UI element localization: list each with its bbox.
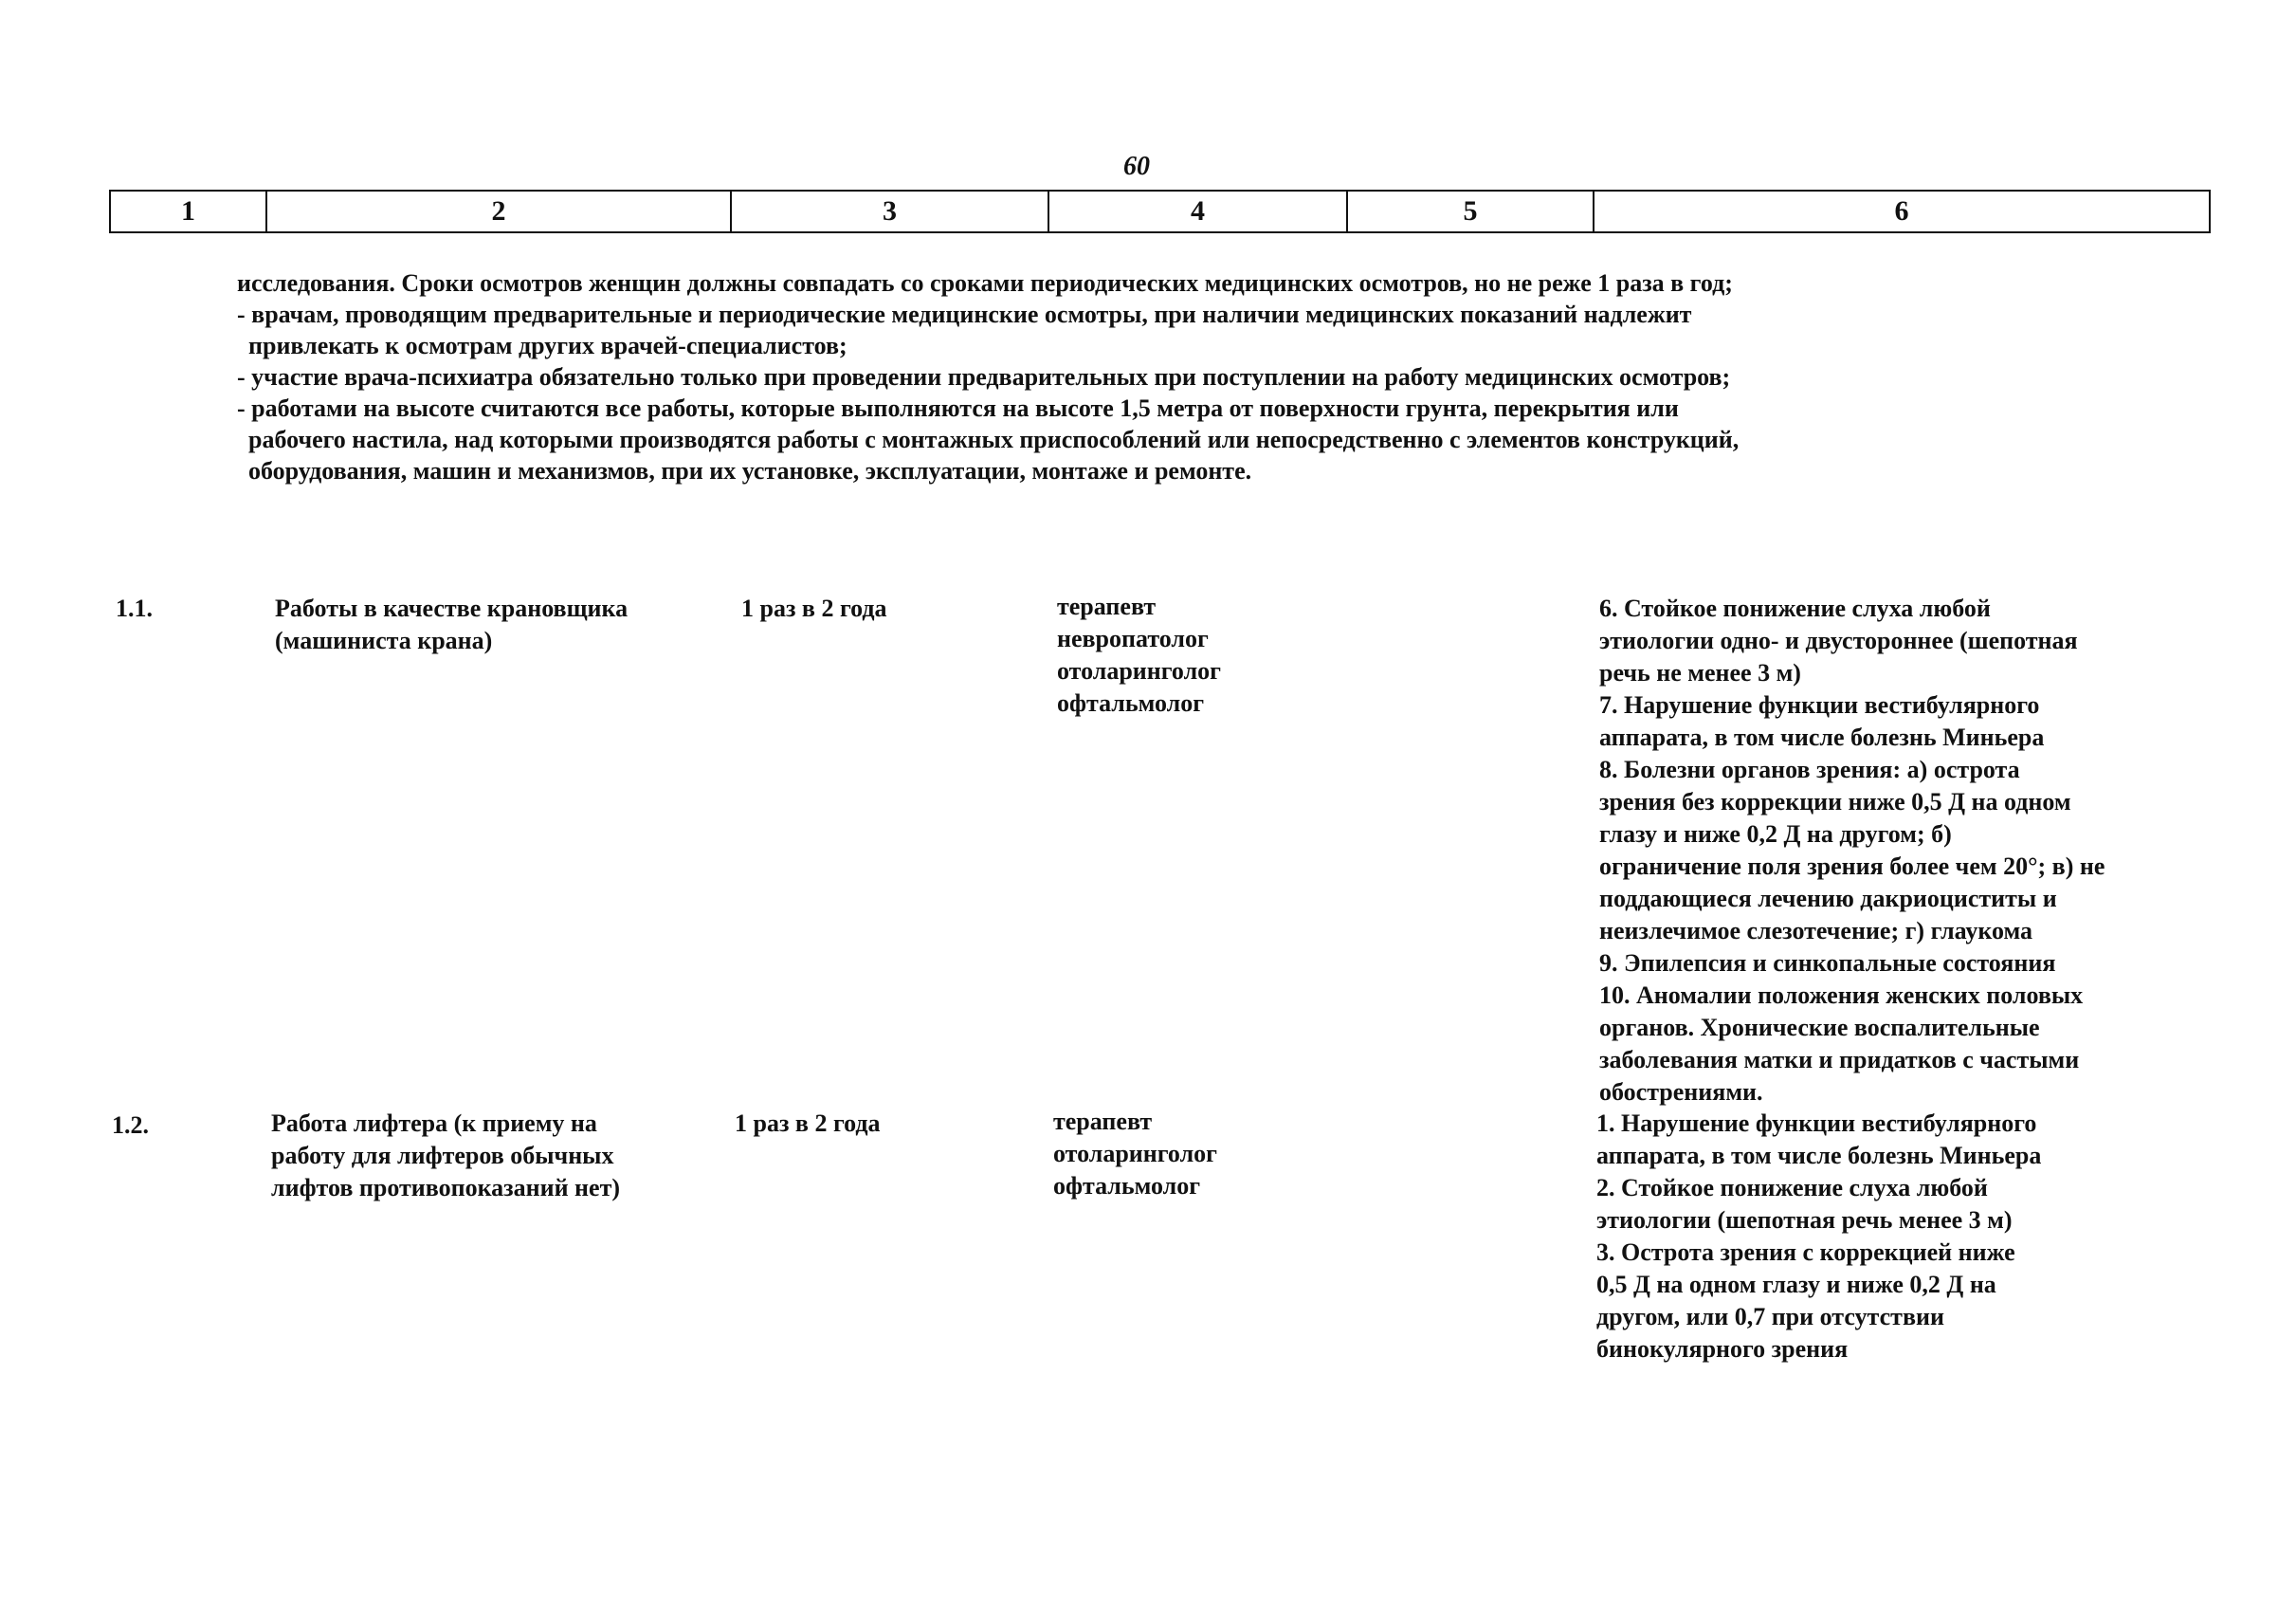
work-description (271, 1108, 620, 1204)
contraindication-line: бинокулярного зрения (1596, 1335, 1849, 1363)
column-header-6: 6 (1594, 191, 2210, 232)
intro-paragraph (237, 267, 2123, 486)
doctor: отоларинголог (1057, 657, 1221, 685)
row-number: 1.1. (116, 595, 153, 622)
contraindication-line: аппарата, в том числе болезнь Миньера (1596, 1142, 2042, 1169)
column-header-3: 3 (731, 191, 1048, 232)
contraindication-line: неизлечимое слезотечение; г) глаукома (1599, 917, 2033, 944)
contraindication-line: заболевания матки и придатков с частыми (1599, 1046, 2080, 1073)
contraindication-line: аппарата, в том числе болезнь Миньера (1599, 724, 2045, 751)
doctor: терапевт (1057, 593, 1157, 620)
intro-line: привлекать к осмотрам других врачей-специалистов; (248, 332, 847, 359)
intro-line: исследования. Сроки осмотров женщин должны совпадать со сроками периодических медицинских осмотров, но не реже 1 раза в год; (237, 269, 1733, 297)
contraindication-line: ограничение поля зрения более чем 20°; в) не (1599, 852, 2105, 880)
contraindication-line: 2. Стойкое понижение слуха любой (1596, 1174, 1988, 1201)
page-number: 60 (1123, 152, 1150, 181)
row-number: 1.2. (112, 1111, 149, 1139)
work-line: лифтов противопоказаний нет) (271, 1174, 620, 1201)
doctor: отоларинголог (1053, 1140, 1217, 1167)
column-header-row (109, 190, 2211, 233)
contraindication-line: органов. Хронические воспалительные (1599, 1014, 2040, 1041)
work-line: работу для лифтеров обычных (271, 1142, 614, 1169)
intro-bullet: - врачам, проводящим предварительные и периодические медицинские осмотры, при наличии медицинских показаний надлежит (237, 301, 1692, 328)
doctor: терапевт (1053, 1108, 1153, 1135)
contraindications-list (1599, 593, 2105, 1109)
contraindication-line: 8. Болезни органов зрения: а) острота (1599, 756, 2020, 783)
column-header-5: 5 (1347, 191, 1594, 232)
doctor: офтальмолог (1057, 689, 1205, 717)
column-header-2: 2 (266, 191, 731, 232)
contraindication-line: 6. Стойкое понижение слуха любой (1599, 595, 1991, 622)
doctors-list (1053, 1106, 1217, 1202)
intro-line: оборудования, машин и механизмов, при их установке, эксплуатации, монтаже и ремонте. (248, 457, 1252, 485)
work-line: Работы в качестве крановщика (275, 595, 629, 622)
contraindication-line: 1. Нарушение функции вестибулярного (1596, 1109, 2037, 1137)
work-description (275, 593, 628, 657)
contraindication-line: глазу и ниже 0,2 Д на другом; б) (1599, 820, 1952, 848)
doctor: офтальмолог (1053, 1172, 1201, 1200)
exam-frequency: 1 раз в 2 года (741, 595, 887, 622)
contraindication-line: 3. Острота зрения с коррекцией ниже (1596, 1238, 2015, 1266)
contraindication-line: этиологии (шепотная речь менее 3 м) (1596, 1206, 2013, 1234)
contraindication-line: другом, или 0,7 при отсутствии (1596, 1303, 1944, 1330)
contraindication-line: обострениями. (1599, 1078, 1763, 1106)
contraindication-line: 10. Аномалии положения женских половых (1599, 981, 2084, 1009)
column-header-4: 4 (1048, 191, 1347, 232)
contraindication-line: 0,5 Д на одном глазу и ниже 0,2 Д на (1596, 1271, 1996, 1298)
exam-frequency: 1 раз в 2 года (735, 1109, 881, 1137)
doctors-list (1057, 591, 1221, 720)
column-header-1: 1 (181, 195, 195, 227)
contraindication-line: этиологии одно- и двустороннее (шепотная (1599, 627, 2078, 654)
contraindication-line: речь не менее 3 м) (1599, 659, 1801, 687)
intro-bullet: - работами на высоте считаются все работы, которые выполняются на высоте 1,5 метра от поверхности грунта, перекрытия или (237, 394, 1679, 422)
contraindication-line: 7. Нарушение функции вестибулярного (1599, 691, 2040, 719)
intro-line: рабочего настила, над которыми производятся работы с монтажных приспособлений или непосредственно с элементов конструкций, (248, 426, 1740, 453)
work-line: Работа лифтера (к приему на (271, 1109, 597, 1137)
work-line: (машиниста крана) (275, 627, 493, 654)
intro-bullet: - участие врача-психиатра обязательно только при проведении предварительных при поступлении на работу медицинских осмотров; (237, 363, 1731, 391)
contraindication-line: поддающиеся лечению дакриоциститы и (1599, 885, 2057, 912)
doctor: невропатолог (1057, 625, 1209, 652)
contraindication-line: зрения без коррекции ниже 0,5 Д на одном (1599, 788, 2071, 816)
contraindication-line: 9. Эпилепсия и синкопальные состояния (1599, 949, 2056, 977)
contraindications-list (1596, 1108, 2041, 1366)
